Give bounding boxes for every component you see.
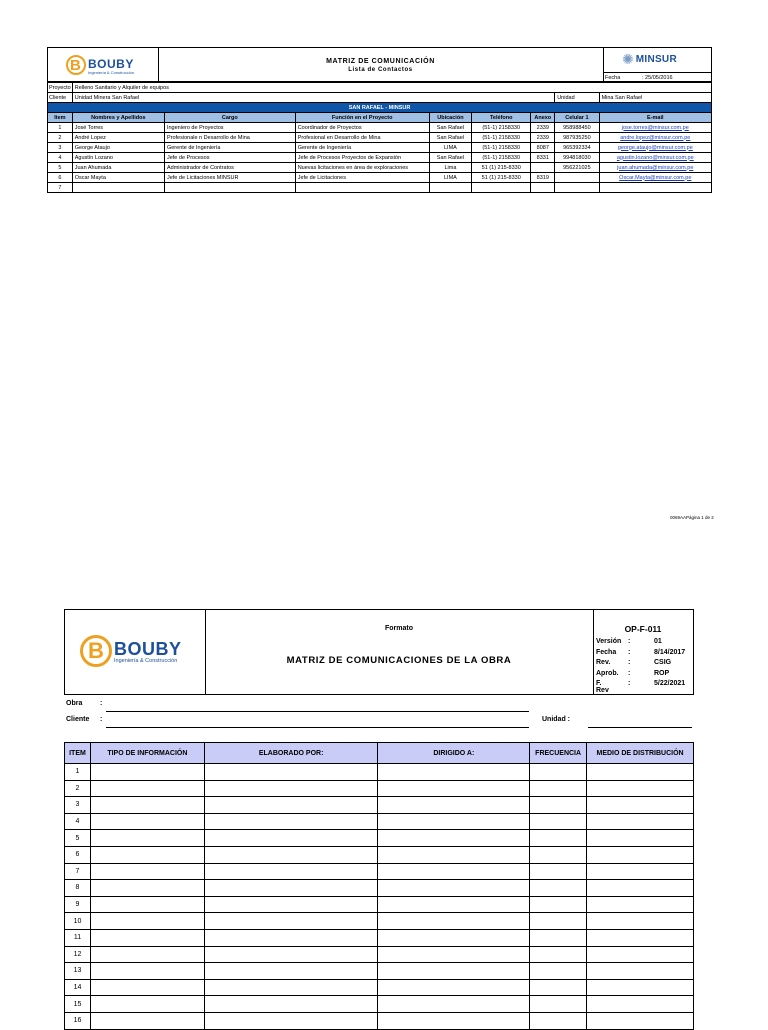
item-number: 12 — [65, 946, 91, 963]
cell-funcion: Profesional en Desarrollo de Mina — [295, 133, 429, 143]
cell-funcion — [295, 183, 429, 193]
col-ubicacion: Ubicación — [429, 113, 471, 123]
table-cell[interactable] — [378, 913, 530, 930]
item-number: 13 — [65, 963, 91, 980]
table-cell[interactable] — [204, 896, 378, 913]
cliente-value: Unidad Minera San Rafael — [72, 93, 554, 103]
obra-label: Obra — [66, 700, 83, 707]
cell-nombre: André Lopez — [72, 133, 164, 143]
table-cell[interactable] — [204, 830, 378, 847]
meta-value: CSIG — [654, 659, 672, 666]
table-cell[interactable] — [587, 896, 694, 913]
cell-anexo: 8319 — [531, 173, 555, 183]
item-number: 14 — [65, 979, 91, 996]
unidad-field[interactable] — [588, 727, 692, 728]
table-cell[interactable] — [378, 979, 530, 996]
meta-value: 01 — [654, 638, 662, 645]
page-number: 0069AAPágina 1 de 2 — [670, 515, 714, 520]
item-number: 2 — [65, 780, 91, 797]
cell-cargo: Ingeniero de Proyectos — [164, 123, 295, 133]
table-cell[interactable] — [204, 1012, 378, 1029]
format-title: MATRIZ DE COMUNICACIONES DE LA OBRA — [286, 655, 512, 666]
table-row — [65, 797, 694, 814]
table-cell[interactable] — [587, 1012, 694, 1029]
table-cell[interactable] — [587, 913, 694, 930]
cell-funcion: Coordinador de Proyectos — [295, 123, 429, 133]
cell-item: 7 — [48, 183, 73, 193]
table-cell[interactable] — [530, 996, 587, 1013]
table-cell[interactable] — [530, 913, 587, 930]
table-cell[interactable] — [378, 880, 530, 897]
cell-anexo: 8087 — [531, 143, 555, 153]
table-row — [65, 863, 694, 880]
table-row — [65, 963, 694, 980]
table-cell[interactable] — [587, 963, 694, 980]
table-cell[interactable] — [378, 863, 530, 880]
cell-email — [599, 183, 711, 193]
fecha-row — [604, 72, 712, 84]
col-frecuencia: FRECUENCIA — [530, 743, 587, 764]
table-cell[interactable] — [90, 996, 204, 1013]
col-email: E-mail — [599, 113, 711, 123]
proyecto-row — [48, 83, 712, 93]
table-cell[interactable] — [204, 780, 378, 797]
cell-ubicacion: LIMA — [429, 143, 471, 153]
table-cell[interactable] — [378, 946, 530, 963]
table-cell[interactable] — [587, 780, 694, 797]
table-cell[interactable] — [204, 979, 378, 996]
table-row — [48, 183, 712, 193]
table-row — [65, 979, 694, 996]
cell-telefono: (51-1) 2158330 — [472, 133, 531, 143]
contacts-table — [47, 82, 712, 193]
table-row — [48, 163, 712, 173]
table-cell[interactable] — [530, 846, 587, 863]
cell-ubicacion — [429, 183, 471, 193]
table-cell[interactable] — [530, 946, 587, 963]
table-cell[interactable] — [204, 863, 378, 880]
minsur-logo-text: MINSUR — [635, 53, 677, 65]
col-celular: Celular 1 — [555, 113, 599, 123]
cell-item: 5 — [48, 163, 73, 173]
minsur-logo-cell — [603, 48, 712, 81]
table-cell[interactable] — [90, 896, 204, 913]
contact-list-sheet — [47, 47, 712, 193]
obra-field[interactable] — [106, 711, 529, 712]
communications-table — [64, 742, 694, 1030]
cell-celular: 987935250 — [555, 133, 599, 143]
table-row — [65, 896, 694, 913]
unidad-value: Mina San Rafael — [599, 93, 711, 103]
table-cell[interactable] — [378, 846, 530, 863]
cell-ubicacion: San Rafael — [429, 133, 471, 143]
cell-telefono: (51-1) 2158330 — [472, 143, 531, 153]
col-dirigido-a: DIRIGIDO A: — [378, 743, 530, 764]
table-cell[interactable] — [587, 929, 694, 946]
item-number: 4 — [65, 813, 91, 830]
cell-celular: 956221025 — [555, 163, 599, 173]
cell-nombre: Juan Ahumada — [72, 163, 164, 173]
table-cell[interactable] — [378, 780, 530, 797]
table-cell[interactable] — [204, 929, 378, 946]
proyecto-label: Proyecto — [49, 84, 71, 91]
table-cell[interactable] — [90, 913, 204, 930]
cell-anexo — [531, 183, 555, 193]
table-cell[interactable] — [90, 929, 204, 946]
item-number: 7 — [65, 863, 91, 880]
cell-item: 3 — [48, 143, 73, 153]
table-row — [65, 1012, 694, 1029]
communications-header-row — [65, 743, 694, 764]
bouby-b-icon: B — [66, 55, 88, 77]
sheet-header — [47, 47, 712, 82]
table-cell[interactable] — [378, 813, 530, 830]
cell-item: 2 — [48, 133, 73, 143]
cell-celular: 958988450 — [555, 123, 599, 133]
cell-cargo — [164, 183, 295, 193]
format-header: B BOUBY Ingeniería & Construcción Formato MATRIZ DE COMUNICACIONES DE LA OBRA OP-F-011 Versión : 01 Fecha : 8/14/2017 Rev. : CSIG Aprob. : ROP F. Rev : 5/22/2021 — [64, 609, 694, 695]
cell-anexo — [531, 163, 555, 173]
table-cell[interactable] — [587, 996, 694, 1013]
table-row — [65, 780, 694, 797]
cell-email[interactable]: george.ataujo@minsur.com.pe — [599, 143, 711, 153]
col-tipo-informacion: TIPO DE INFORMACIÓN — [90, 743, 204, 764]
item-number: 8 — [65, 880, 91, 897]
table-cell[interactable] — [90, 863, 204, 880]
table-cell[interactable] — [204, 764, 378, 781]
cell-telefono: 51 (1) 215-8330 — [472, 163, 531, 173]
cell-nombre: George Ataujo — [72, 143, 164, 153]
table-cell[interactable] — [378, 764, 530, 781]
table-cell[interactable] — [587, 946, 694, 963]
cliente-label: Cliente — [48, 93, 73, 103]
table-cell[interactable] — [204, 963, 378, 980]
col-telefono: Teléfono — [472, 113, 531, 123]
table-cell[interactable] — [204, 913, 378, 930]
col-elaborado-por: ELABORADO POR: — [204, 743, 378, 764]
cell-item: 4 — [48, 153, 73, 163]
col-item-2: ITEM — [65, 743, 91, 764]
item-number: 6 — [65, 846, 91, 863]
unidad-label: Unidad — [555, 93, 599, 103]
table-cell[interactable] — [378, 797, 530, 814]
table-cell[interactable] — [530, 979, 587, 996]
table-cell[interactable] — [587, 979, 694, 996]
bouby-logo-name: BOUBY — [88, 56, 134, 71]
table-cell[interactable] — [587, 813, 694, 830]
meta-key: Rev. — [596, 659, 611, 666]
cell-ubicacion: LIMA — [429, 173, 471, 183]
meta-value: 8/14/2017 — [654, 648, 686, 656]
table-row — [65, 846, 694, 863]
minsur-logo — [622, 52, 677, 66]
cliente-label-2: Cliente — [66, 716, 90, 723]
cell-cargo: Jefe de Licitaciones MINSUR — [164, 173, 295, 183]
table-cell[interactable] — [587, 797, 694, 814]
table-cell[interactable] — [90, 830, 204, 847]
cell-celular: 965392334 — [555, 143, 599, 153]
site-band-row — [48, 103, 712, 113]
table-cell[interactable] — [530, 764, 587, 781]
cell-funcion: Gerente de Ingeniería — [295, 143, 429, 153]
table-cell[interactable] — [204, 797, 378, 814]
table-cell[interactable] — [530, 830, 587, 847]
contacts-header-row — [48, 113, 712, 123]
table-row — [65, 880, 694, 897]
table-cell[interactable] — [90, 946, 204, 963]
table-cell[interactable] — [530, 797, 587, 814]
col-cargo: Cargo — [164, 113, 295, 123]
table-row — [48, 123, 712, 133]
meta-value: 5/22/2021 — [654, 680, 686, 687]
table-row — [48, 133, 712, 143]
table-cell[interactable] — [530, 863, 587, 880]
item-number: 15 — [65, 996, 91, 1013]
cell-nombre: Agustín Lozano — [72, 153, 164, 163]
cell-celular: 994818030 — [555, 153, 599, 163]
cliente-field[interactable] — [106, 727, 529, 728]
meta-value: ROP — [654, 669, 670, 677]
cell-email[interactable]: agustin.lozano@minsur.com.pe — [599, 153, 711, 163]
cell-ubicacion: San Rafael — [429, 153, 471, 163]
meta-key: F. Rev — [596, 680, 609, 694]
minsur-star-icon: ✺ — [622, 51, 634, 67]
table-cell[interactable] — [378, 896, 530, 913]
meta-key: Versión — [596, 638, 622, 645]
table-cell[interactable] — [90, 797, 204, 814]
table-row — [65, 830, 694, 847]
cell-item: 1 — [48, 123, 73, 133]
table-cell[interactable] — [204, 813, 378, 830]
cell-cargo: Gerente de Ingeniería — [164, 143, 295, 153]
table-cell[interactable] — [378, 830, 530, 847]
cell-telefono — [472, 183, 531, 193]
bouby-b-icon-2: B — [80, 635, 114, 669]
col-funcion: Función en el Proyecto — [295, 113, 429, 123]
cell-cargo: Administrador de Contratos — [164, 163, 295, 173]
table-cell[interactable] — [530, 963, 587, 980]
cell-email[interactable]: juan.ahumada@minsur.com.pe — [599, 163, 711, 173]
table-row — [65, 996, 694, 1013]
table-cell[interactable] — [90, 880, 204, 897]
cell-nombre: José Torres — [72, 123, 164, 133]
cell-celular — [555, 173, 599, 183]
bouby-logo-2 — [80, 635, 182, 669]
item-number: 3 — [65, 797, 91, 814]
cliente-row — [48, 93, 712, 103]
table-cell[interactable] — [587, 846, 694, 863]
table-row — [48, 143, 712, 153]
fecha-value: : 25/05/2016 — [642, 75, 673, 81]
table-cell[interactable] — [530, 896, 587, 913]
table-cell[interactable] — [587, 830, 694, 847]
table-cell[interactable] — [378, 963, 530, 980]
item-number: 9 — [65, 896, 91, 913]
bouby-logo-cell-2 — [65, 610, 206, 694]
table-cell[interactable] — [530, 813, 587, 830]
table-cell[interactable] — [587, 880, 694, 897]
item-number: 16 — [65, 1012, 91, 1029]
cell-celular — [555, 183, 599, 193]
bouby-logo-cell — [48, 48, 159, 81]
item-number: 11 — [65, 929, 91, 946]
table-cell[interactable] — [90, 963, 204, 980]
item-number: 10 — [65, 913, 91, 930]
table-cell[interactable] — [90, 979, 204, 996]
table-cell[interactable] — [530, 1012, 587, 1029]
table-row — [65, 813, 694, 830]
table-row — [65, 929, 694, 946]
fecha-label: Fecha — [605, 75, 621, 81]
meta-key: Aprob. — [596, 669, 619, 677]
format-code: OP-F-011 — [624, 624, 662, 634]
col-anexo: Anexo — [531, 113, 555, 123]
site-band: SAN RAFAEL - MINSUR — [48, 103, 712, 113]
format-label: Formato — [385, 625, 413, 632]
table-cell[interactable] — [90, 1012, 204, 1029]
cell-item: 6 — [48, 173, 73, 183]
table-cell[interactable] — [204, 946, 378, 963]
table-row — [48, 153, 712, 163]
cell-email[interactable]: Oscar.Mayta@minsur.com.pe — [599, 173, 711, 183]
cell-anexo: 2339 — [531, 123, 555, 133]
cell-ubicacion: Lima — [429, 163, 471, 173]
item-number: 1 — [65, 764, 91, 781]
cell-email[interactable]: andre.lopez@minsur.com.pe — [599, 133, 711, 143]
cell-ubicacion: San Rafael — [429, 123, 471, 133]
bouby-logo-name-2: BOUBY — [114, 638, 182, 659]
table-cell[interactable] — [378, 1012, 530, 1029]
table-cell[interactable] — [378, 929, 530, 946]
table-cell[interactable] — [90, 813, 204, 830]
sheet-title: MATRIZ DE COMUNICACIÓN — [326, 58, 435, 65]
bouby-logo-sub-2: Ingeniería & Construcción — [114, 657, 178, 664]
proyecto-value: Relleno Sanitario y Alquiler de equipos — [72, 83, 711, 93]
unidad-label-2: Unidad : — [542, 716, 570, 723]
table-cell[interactable] — [90, 780, 204, 797]
cell-funcion: Nuevas licitaciones en área de exploraciones — [295, 163, 429, 173]
cell-telefono: 51 (1) 215-8330 — [472, 173, 531, 183]
bouby-logo — [66, 55, 134, 77]
col-nombres: Nombres y Apellidos — [72, 113, 164, 123]
col-item: Item — [48, 113, 73, 123]
table-cell[interactable] — [587, 863, 694, 880]
cell-cargo: Jefe de Procesos — [164, 153, 295, 163]
table-cell[interactable] — [204, 996, 378, 1013]
table-row — [65, 946, 694, 963]
col-medio-distribucion: MEDIO DE DISTRIBUCIÓN — [587, 743, 694, 764]
cell-telefono: (51-1) 2158330 — [472, 153, 531, 163]
cell-anexo: 2339 — [531, 133, 555, 143]
table-cell[interactable] — [530, 780, 587, 797]
bouby-logo-sub: Ingeniería & Construcción — [88, 69, 135, 75]
item-number: 5 — [65, 830, 91, 847]
cell-telefono: (51-1) 2158330 — [472, 123, 531, 133]
format-title-cell — [205, 610, 594, 694]
table-row — [65, 913, 694, 930]
table-cell[interactable] — [90, 846, 204, 863]
cell-funcion: Jefe de Procesos Proyectos de Expansión — [295, 153, 429, 163]
cell-nombre — [72, 183, 164, 193]
cell-funcion: Jefe de Licitaciones — [295, 173, 429, 183]
table-cell[interactable] — [204, 846, 378, 863]
cell-nombre: Oscar Mayta — [72, 173, 164, 183]
table-cell[interactable] — [204, 880, 378, 897]
sheet-subtitle: Lista de Contactos — [348, 67, 413, 73]
table-row — [48, 173, 712, 183]
table-cell[interactable] — [90, 764, 204, 781]
table-cell[interactable] — [587, 764, 694, 781]
table-cell[interactable] — [378, 996, 530, 1013]
table-row — [65, 764, 694, 781]
cell-email[interactable]: jose.torres@minsur.com.pe — [599, 123, 711, 133]
cell-anexo: 8331 — [531, 153, 555, 163]
table-cell[interactable] — [530, 929, 587, 946]
meta-key: Fecha — [596, 648, 617, 656]
cell-cargo: Profesionale n Desarrollo de Mina — [164, 133, 295, 143]
table-cell[interactable] — [530, 880, 587, 897]
